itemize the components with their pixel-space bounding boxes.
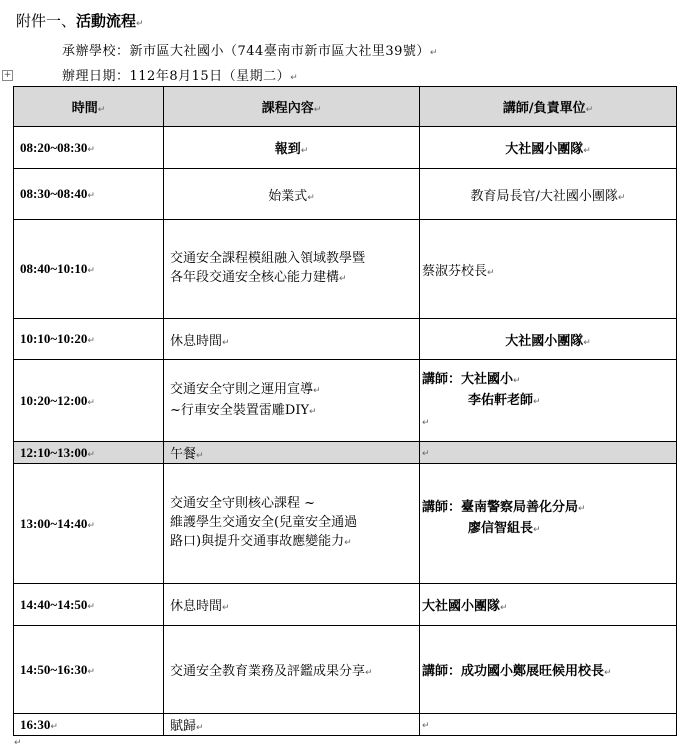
host-value: 新市區大社國小（744臺南市新市區大社里39號） [129,44,430,59]
content-cell: 報到↵ [164,127,420,169]
schedule-table [13,86,677,736]
paragraph-mark: ↵ [14,738,22,748]
time-cell: 16:30↵ [14,714,164,736]
table-row [14,127,677,169]
content-cell: 休息時間↵ [164,584,420,626]
document-heading [16,10,144,31]
header-speaker: 講師/負責單位↵ [420,87,677,127]
table-row [14,220,677,319]
table-row [14,319,677,360]
heading-prefix: 附件一、 [16,12,77,30]
time-cell: 14:50~16:30↵ [14,626,164,714]
paragraph-mark: ↵ [429,48,438,58]
table-row [14,169,677,220]
table-row [14,626,677,714]
header-time: 時間↵ [14,87,164,127]
host-label: 承辦學校： [62,44,130,59]
speaker-cell: 蔡淑芬校長↵ [420,220,677,319]
speaker-cell: 大社國小團隊↵ [420,319,677,360]
speaker-cell: 教育局長官/大社國小團隊↵ [420,169,677,220]
content-cell: 交通安全教育業務及評鑑成果分享↵ [164,626,420,714]
date-label: 辦理日期： [62,69,130,84]
paragraph-mark: ↵ [290,73,299,83]
table-row [14,714,677,736]
date-value: 112年8月15日（星期二） [129,69,291,84]
time-cell: 10:10~10:20↵ [14,319,164,360]
paragraph-mark: ↵ [136,19,144,29]
time-cell: 08:40~10:10↵ [14,220,164,319]
table-header-row [14,87,677,127]
content-cell: 交通安全守則核心課程 ~ 維護學生交通安全(兒童安全通過 路口)與提升交通事故應變能力↵ [164,464,420,584]
host-school-line [62,40,438,59]
heading-title: 活動流程 [76,12,137,30]
table-row [14,464,677,584]
time-cell: 12:10~13:00↵ [14,442,164,464]
content-cell: 始業式↵ [164,169,420,220]
content-cell: 交通安全守則之運用宣導↵ ~行車安全裝置雷雕DIY↵ [164,360,420,442]
speaker-cell: 大社國小團隊↵ [420,127,677,169]
table-row [14,442,677,464]
table-row [14,584,677,626]
table-row [14,360,677,442]
speaker-cell: 講師：成功國小鄭展旺候用校長↵ [420,626,677,714]
speaker-cell: ↵ [420,442,677,464]
content-cell: 休息時間↵ [164,319,420,360]
time-cell: 08:20~08:30↵ [14,127,164,169]
speaker-cell: 講師：大社國小↵ 李佑軒老師↵ ↵ [420,360,677,442]
content-cell: 交通安全課程模組融入領域教學暨 各年段交通安全核心能力建構↵ [164,220,420,319]
table-move-handle-icon[interactable]: + [3,70,12,80]
time-cell: 14:40~14:50↵ [14,584,164,626]
time-cell: 10:20~12:00↵ [14,360,164,442]
time-cell: 13:00~14:40↵ [14,464,164,584]
speaker-cell: ↵ [420,714,677,736]
speaker-cell: 講師：臺南警察局善化分局↵ 廖信智組長↵ [420,464,677,584]
speaker-cell: 大社國小團隊↵ [420,584,677,626]
event-date-line [62,65,298,84]
content-cell: 午餐↵ [164,442,420,464]
content-cell: 賦歸↵ [164,714,420,736]
header-content: 課程內容↵ [164,87,420,127]
time-cell: 08:30~08:40↵ [14,169,164,220]
